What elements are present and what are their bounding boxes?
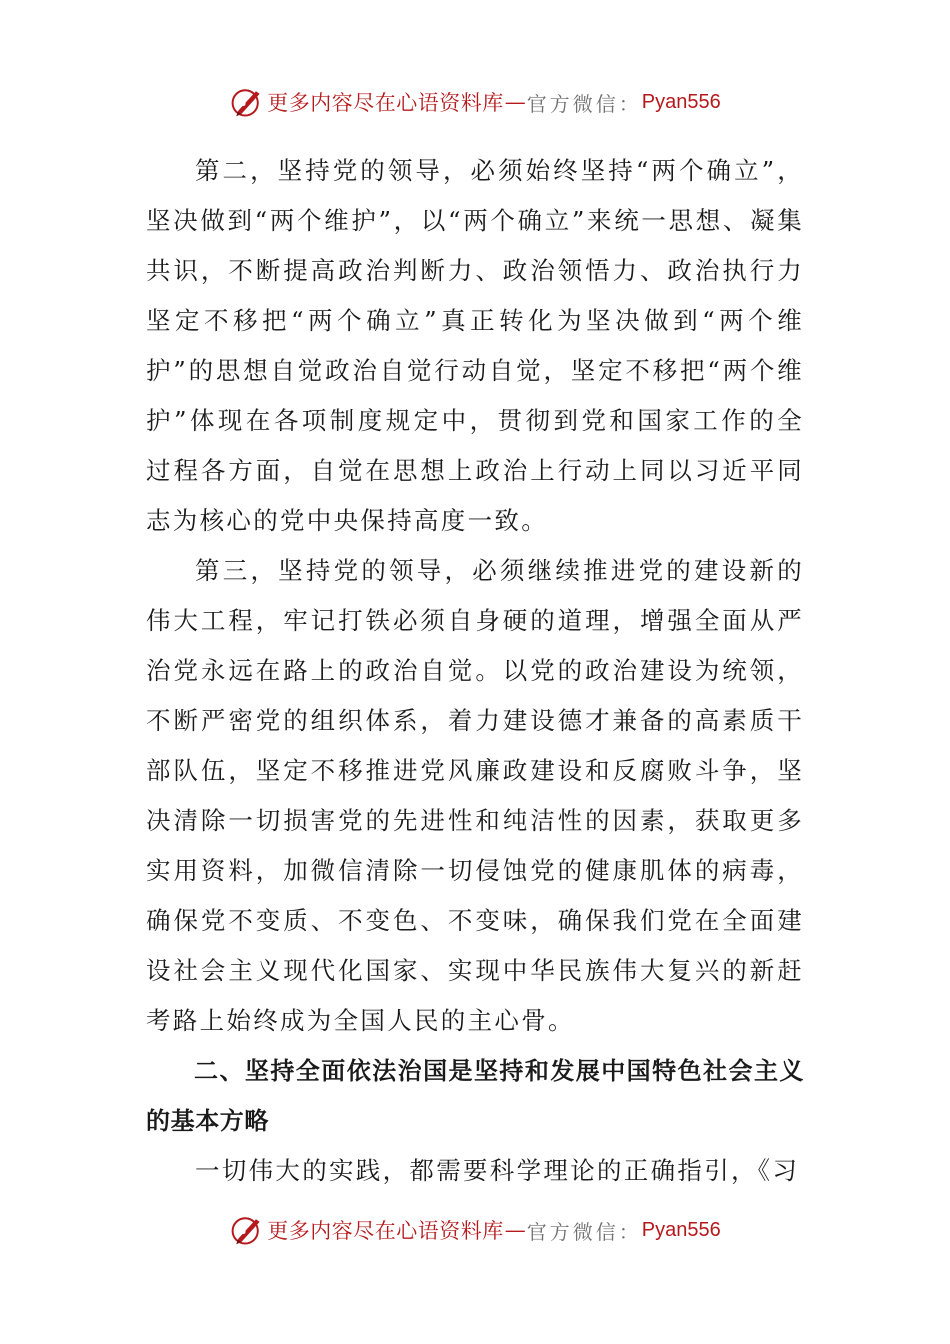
banner-site-name: 更多内容尽在心语资料库 [267,91,504,115]
paragraph-second-point: 第二，坚持党的领导，必须始终坚持“两个确立”，坚决做到“两个维护”，以“两个确立”来统一思想、凝集共识，不断提高政治判断力、政治领悟力、政治执行力坚定不移把“两个确立”真正转化为坚决做到“两个维护”的思想自觉政治自觉行动自觉，坚定不移把“两个维护”体现在各项制度规定中，贯彻到党和国家工作的全过程各方面，自觉在思想上政治上行动上同以习近平同志为核心的党中央保持高度一致。 [146,156,804,535]
pen-seal-icon [229,1212,265,1248]
header-banner [0,82,950,122]
banner-site-name: 更多内容尽在心语资料库 [267,1219,504,1243]
pen-seal-icon [229,84,265,120]
paragraph-intro: 一切伟大的实践，都需要科学理论的正确指引，《习 [195,1156,800,1185]
banner-dash: — [504,90,526,114]
banner-dash: — [504,1218,526,1242]
paragraph-third-point: 第三，坚持党的领导，必须继续推进党的建设新的伟大工程，牢记打铁必须自身硬的道理，增强全面从严治党永远在路上的政治自觉。以党的政治建设为统领，不断严密党的组织体系，着力建设德才兼备的高素质干部队伍，坚定不移推进党风廉政建设和反腐败斗争，坚决清除一切损害党的先进性和纯洁性的因素，获取更多实用资料，加微信清除一切侵蚀党的健康肌体的病毒，确保党不变质、不变色、不变味，确保我们党在全面建设社会主义现代化国家、实现中华民族伟大复兴的新赶考路上始终成为全国人民的主心骨。 [146,556,804,1035]
banner-wechat-id: Pyan556 [641,90,721,113]
section-heading: 二、坚持全面依法治国是坚持和发展中国特色社会主义的基本方略 [146,1057,804,1135]
banner-wechat-id: Pyan556 [641,1218,721,1241]
banner-wechat-label: 官方微信： [526,91,642,116]
footer-banner [0,1210,950,1250]
banner-wechat-label: 官方微信： [526,1219,642,1244]
document-body [146,146,804,1196]
